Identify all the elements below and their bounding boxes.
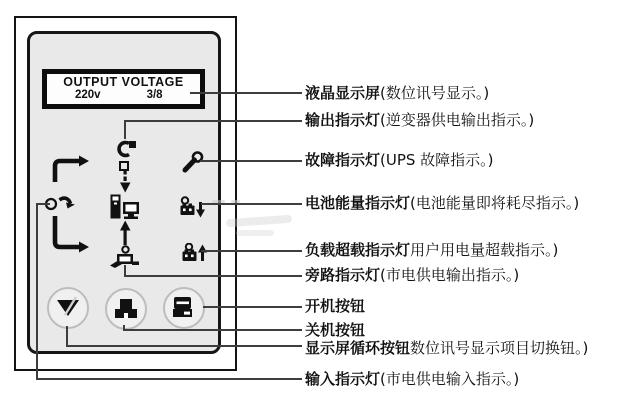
power-on-button[interactable] (163, 287, 205, 329)
leader-line-power-on (203, 306, 302, 308)
display-cycle-button[interactable] (47, 287, 89, 329)
label-term: 电池能量指示灯 (305, 194, 411, 212)
leader-line-output (124, 120, 302, 122)
label-term: 旁路指示灯 (305, 266, 381, 284)
dotted-down-arrow-icon (118, 170, 132, 193)
down-triangle-icon (49, 289, 87, 327)
label-input-indicator (305, 370, 519, 389)
leader-line-cycle (66, 345, 302, 347)
label-battery-indicator (305, 194, 579, 213)
label-desc: (数位讯号显示。) (380, 84, 490, 102)
label-term: 故障指示灯 (305, 151, 381, 169)
lcd-page: 3/8 (146, 89, 163, 101)
power-off-glyph-icon (107, 290, 145, 328)
leader-line-input-h1 (36, 203, 50, 205)
overload-icon (181, 243, 209, 266)
lcd-line2 (47, 89, 200, 102)
display-cycle-glyph-icon (165, 289, 203, 327)
label-desc: (逆变器供电输出指示。) (380, 111, 535, 129)
label-desc: (UPS 故障指示。) (380, 151, 494, 169)
flow-arrow-top-icon (48, 152, 91, 183)
leader-line-input (36, 378, 302, 380)
lcd-line1: OUTPUT VOLTAGE (63, 75, 184, 89)
up-arrow-icon (118, 220, 132, 245)
leader-line-power-off (123, 329, 302, 331)
label-term: 负载超载指示灯 (305, 241, 411, 259)
lcd-voltage: 220v (75, 89, 101, 101)
label-display-cycle-button (305, 339, 588, 358)
leader-line-overload (201, 250, 302, 252)
leader-line-output-v (124, 120, 126, 139)
lcd-display (42, 69, 205, 109)
leader-line-cycle-v (66, 326, 68, 347)
watermark-smudge (236, 230, 274, 236)
label-desc: (电池能量即将耗尽指示。) (410, 194, 580, 212)
power-off-button[interactable] (105, 288, 147, 330)
label-term: 关机按钮 (305, 321, 366, 339)
label-fault-indicator (305, 151, 494, 170)
label-term: 液晶显示屏 (305, 84, 381, 102)
leader-line-bypass (124, 275, 302, 277)
label-overload-indicator (305, 241, 558, 260)
label-bypass-indicator (305, 266, 519, 285)
label-term: 输入指示灯 (305, 370, 381, 388)
label-desc: (市电供电输出指示。) (380, 266, 520, 284)
label-desc: (市电供电输入指示。) (380, 370, 520, 388)
label-power-off-button (305, 321, 365, 340)
label-term: 输出指示灯 (305, 111, 381, 129)
label-desc: 数位讯号显示项目切换钮。) (410, 339, 589, 357)
label-term: 开机按钮 (305, 297, 366, 315)
label-lcd-display (305, 84, 489, 103)
label-power-on-button (305, 297, 365, 316)
leader-line-fault (200, 160, 302, 162)
flow-arrow-bottom-icon (48, 216, 91, 255)
wrench-fault-icon (181, 150, 205, 174)
label-output-indicator (305, 111, 534, 130)
leader-line-lcd (190, 92, 302, 94)
battery-low-icon (179, 196, 207, 220)
leader-line-battery (201, 203, 302, 205)
inverter-output-icon (110, 140, 138, 158)
load-computer-icon (109, 193, 142, 220)
label-term: 显示屏循环按钮 (305, 339, 411, 357)
label-desc: 用户用电量超载指示。) (410, 241, 559, 259)
leader-line-input-v (36, 203, 38, 380)
